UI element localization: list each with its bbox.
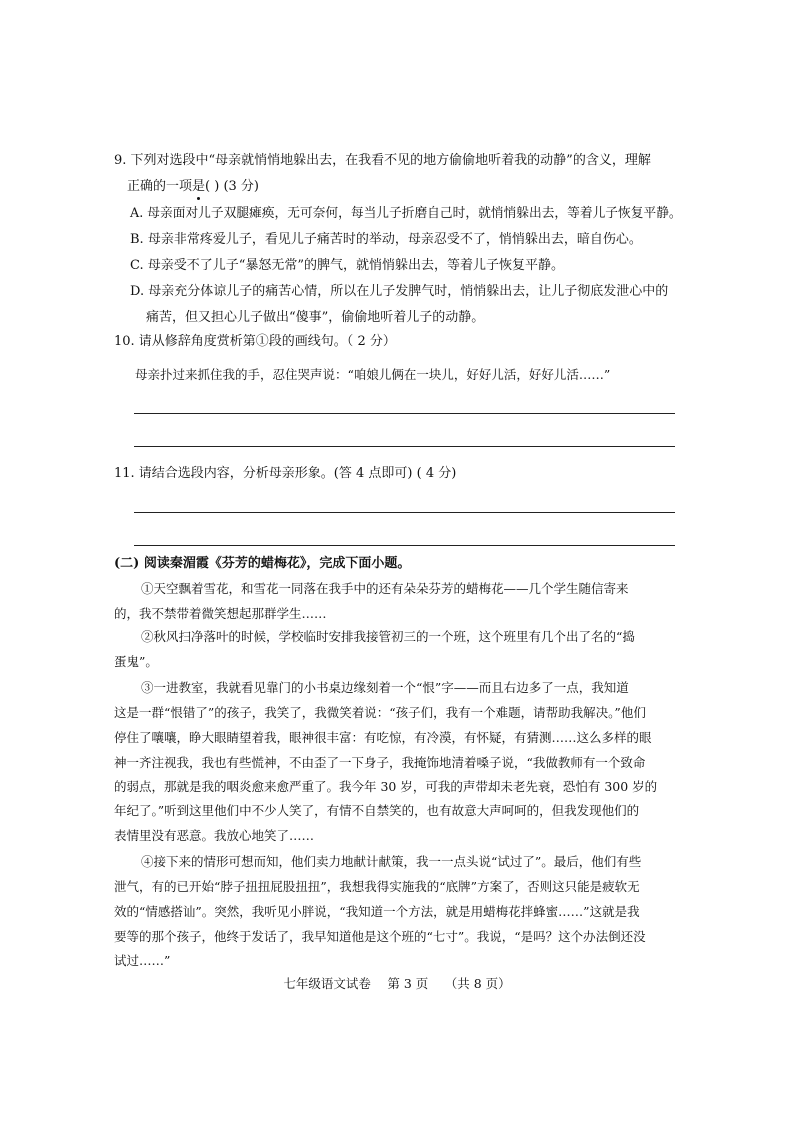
paragraph1-line2: 的，我不禁带着微笑想起那群学生……: [114, 606, 327, 621]
q9-option-b: B. 母亲非常疼爱儿子，看见儿子痛苦时的举动，母亲忍受不了，悄悄躲出去，暗自伤心。: [130, 232, 642, 247]
q11-stem: 11. 请结合选段内容，分析母亲形象。(答 4 点即可) ( 4 分): [114, 466, 457, 481]
paragraph2-line2: 蛋鬼”。: [114, 654, 158, 669]
q9-option-d-line1: D. 母亲充分体谅儿子的痛苦心情，所以在儿子发脾气时，悄悄躲出去，让儿子彻底发泄心中的: [130, 284, 669, 299]
q11-answer-line-1: [134, 512, 675, 513]
paragraph4-line4: 要等的那个孩子，他终于发话了，我早知道他是这个班的“七寸”。我说，“是吗？这个办法倒还没: [114, 929, 646, 944]
paragraph3-line1: ③一进教室，我就看见靠门的小书桌边缘刻着一个“恨”字——而且右边多了一点，我知道: [141, 680, 629, 695]
paragraph4-line2: 泄气，有的已开始“脖子扭扭屁股扭扭”，我想我得实施我的“底牌”方案了，否则这只能是疲软无: [114, 879, 640, 894]
q11-answer-line-2: [134, 545, 675, 546]
paragraph3-line5: 的弱点，那就是我的咽炎愈来愈严重了。我今年 30 岁，可我的声带却未老先衰，恐怕有 300 岁的: [114, 779, 658, 794]
paragraph3-line3: 停住了嚷嚷，睁大眼睛望着我，眼神很丰富：有吃惊，有冷漠，有怀疑，有猜测……这么多样的眼: [114, 730, 652, 745]
q9-option-d-line2: 痛苦，但又担心儿子做出“傻事”，偷偷地听着儿子的动静。: [146, 310, 485, 325]
q9-option-c: C. 母亲受不了儿子“暴怒无常”的脾气，就悄悄躲出去，等着儿子恢复平静。: [130, 258, 565, 273]
q10-stem: 10. 请从修辞角度赏析第①段的画线句。（ 2 分）: [114, 334, 396, 349]
paragraph4-line1: ④接下来的情形可想而知，他们卖力地献计献策，我一一点头说“试过了”。最后，他们有些: [141, 854, 642, 869]
section2-heading: (二) 阅读秦湄霞《芬芳的蜡梅花》，完成下面小题。: [114, 556, 411, 571]
paragraph3-line7: 表情里没有恶意。我放心地笑了……: [114, 828, 315, 843]
page-footer: 七年级语文试卷 第 3 页 （共 8 页）: [283, 976, 511, 991]
q9-emphasis-char: 是: [192, 179, 206, 194]
q10-quote: 母亲扑过来抓住我的手，忍住哭声说：“咱娘儿俩在一块儿，好好儿活，好好儿活……”: [135, 367, 611, 382]
q9-option-a: A. 母亲面对儿子双腿瘫痪，无可奈何，每当儿子折磨自己时，就悄悄躲出去，等着儿子恢复平静。: [130, 206, 682, 221]
paragraph3-line6: 年纪了。”听到这里他们中不少人笑了，有情不自禁笑的，也有故意大声呵呵的，但我发现他们的: [114, 803, 640, 818]
q9-answer-blank: ( ) (3 分): [205, 179, 259, 194]
q9-stem-line2: [127, 178, 259, 196]
paragraph3-line2: 这是一群“恨错了”的孩子，我笑了，我微笑着说：“孩子们，我有一个难题，请帮助我解决。”他们: [114, 705, 646, 720]
paragraph1-line1: ①天空飘着雪花，和雪花一同落在我手中的还有朵朵芬芳的蜡梅花——几个学生随信寄来: [141, 581, 629, 596]
q10-answer-line-2: [134, 446, 675, 447]
q9-stem-prefix: 正确的一项: [127, 179, 193, 194]
q10-answer-line-1: [134, 413, 675, 414]
paragraph2-line1: ②秋风扫净落叶的时候，学校临时安排我接管初三的一个班，这个班里有几个出了名的“捣: [141, 629, 635, 644]
paragraph4-line5: 试过……”: [114, 953, 171, 968]
paragraph4-line3: 效的“情感搭讪”。突然，我听见小胖说，“我知道一个方法，就是用蜡梅花拌蜂蜜……”这就是我: [114, 904, 640, 919]
q9-stem-line1: 9. 下列对选段中“母亲就悄悄地躲出去，在我看不见的地方偷偷地听着我的动静”的含义，理解: [114, 153, 651, 168]
paragraph3-line4: 神一齐注视我，我也有些慌神，不由歪了一下身子，我掩饰地清着嗓子说，“我做教师有一个致命: [114, 755, 646, 770]
